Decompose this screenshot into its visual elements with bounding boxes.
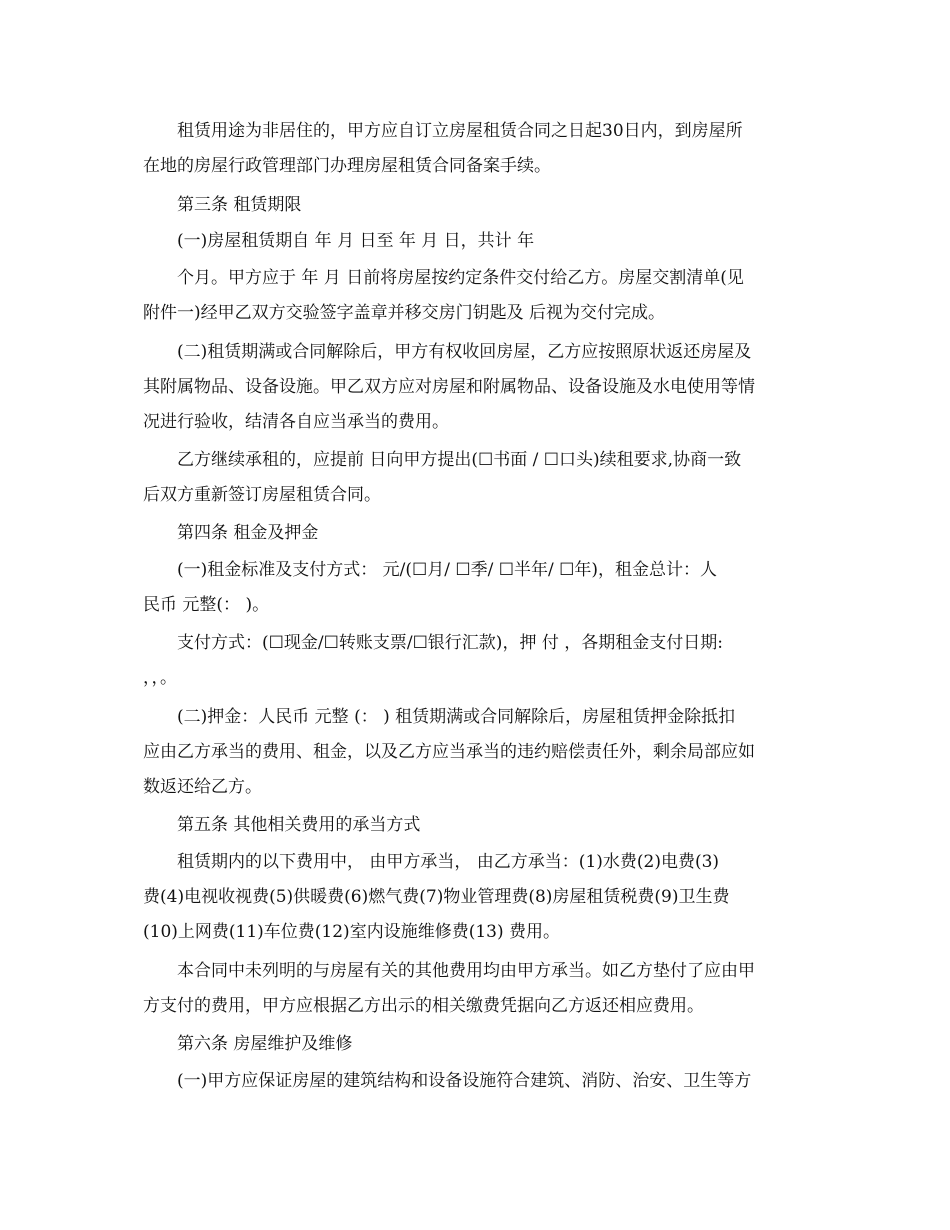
paragraph-line: 数返还给乙方。 [143, 777, 262, 797]
paragraph-line: 支付方式：(☐现金/☐转账支票/☐银行汇款)，押 付 ，各期租金支付日期: [177, 633, 723, 653]
paragraph-line: (一)租金标准及支付方式： 元/(☐月/ ☐季/ ☐半年/ ☐年)，租金总计：人 [177, 560, 718, 580]
paragraph-line: 个月。甲方应于 年 月 日前将房屋按约定条件交付给乙方。房屋交割清单(见 [177, 268, 744, 288]
paragraph-line: (一)甲方应保证房屋的建筑结构和设备设施符合建筑、消防、治安、卫生等方 [177, 1071, 752, 1091]
section-heading: 第四条 租金及押金 [177, 523, 319, 543]
section-heading: 第六条 房屋维护及维修 [177, 1034, 353, 1054]
paragraph-line: (10)上网费(11)车位费(12)室内设施维修费(13) 费用。 [143, 922, 560, 942]
section-heading: 第五条 其他相关费用的承当方式 [177, 815, 421, 835]
paragraph-line: (二)租赁期满或合同解除后，甲方有权收回房屋，乙方应按照原状返还房屋及 [177, 342, 752, 362]
paragraph-line: ，，。 [143, 668, 177, 688]
paragraph-line: 本合同中未列明的与房屋有关的其他费用均由甲方承当。如乙方垫付了应由甲 [177, 961, 755, 981]
paragraph-line: (二)押金：人民币 元整 (： ) 租赁期满或合同解除后，房屋租赁押金除抵扣 [177, 707, 736, 727]
paragraph-line: 附件一)经甲乙双方交验签字盖章并移交房门钥匙及 后视为交付完成。 [143, 303, 666, 323]
paragraph-line: 费(4)电视收视费(5)供暖费(6)燃气费(7)物业管理费(8)房屋租赁税费(9)卫生费 [143, 887, 730, 907]
paragraph-line: 租赁期内的以下费用中， 由甲方承当， 由乙方承当：(1)水费(2)电费(3) [177, 852, 720, 872]
paragraph-line: 后双方重新签订房屋租赁合同。 [143, 485, 381, 505]
paragraph-line: 租赁用途为非居住的，甲方应自订立房屋租赁合同之日起30日内，到房屋所 [177, 121, 743, 141]
paragraph-line: 况进行验收，结清各自应当承当的费用。 [143, 412, 449, 432]
paragraph-line: 民币 元整(： )。 [143, 595, 270, 615]
paragraph-line: 乙方继续承租的，应提前 日向甲方提出(☐书面 / ☐口头)续租要求,协商一致 [177, 450, 742, 470]
paragraph-line: 在地的房屋行政管理部门办理房屋租赁合同备案手续。 [143, 156, 551, 176]
section-heading: 第三条 租赁期限 [177, 195, 302, 215]
paragraph-line: 其附属物品、设备设施。甲乙双方应对房屋和附属物品、设备设施及水电使用等情 [143, 377, 755, 397]
paragraph-line: (一)房屋租赁期自 年 月 日至 年 月 日，共计 年 [177, 231, 535, 251]
paragraph-line: 方支付的费用，甲方应根据乙方出示的相关缴费凭据向乙方返还相应费用。 [143, 996, 704, 1016]
paragraph-line: 应由乙方承当的费用、租金，以及乙方应当承当的违约赔偿责任外，剩余局部应如 [143, 742, 755, 762]
